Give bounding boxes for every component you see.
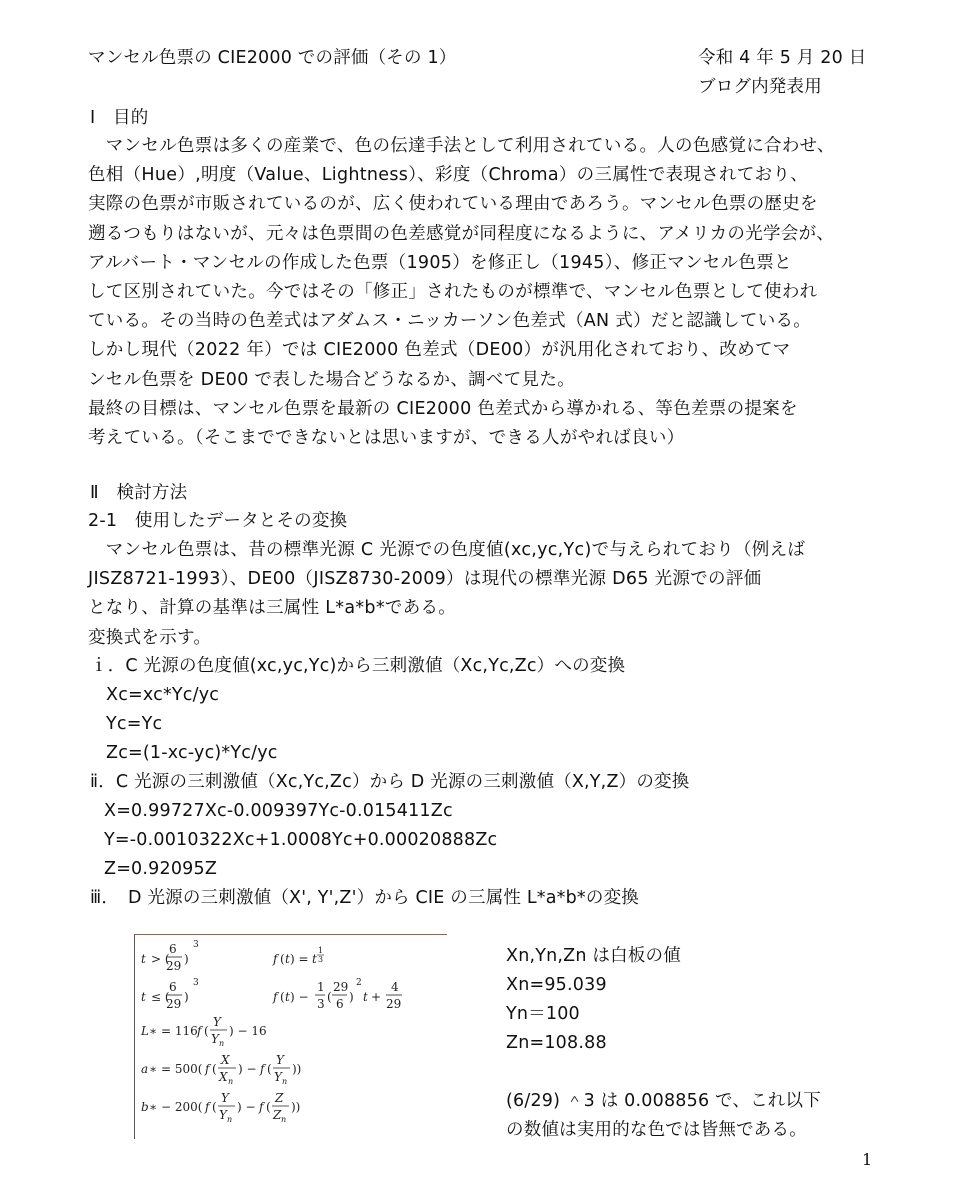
svg-text:4: 4: [391, 980, 399, 994]
body-line: ンセル色票を DE00 で表した場合どうなるか、調べて見た。: [88, 369, 575, 390]
svg-text:t: t: [141, 952, 146, 966]
step1-eq-zc: Zc=(1-xc-yc)*Yc/yc: [106, 743, 278, 763]
body-line: 色相（Hue）,明度（Value、Lightness）、彩度（Chroma）の三属性で表現されており、: [88, 165, 809, 186]
svg-text:3: 3: [193, 978, 199, 988]
body-line: JISZ8721-1993）、DE00（JISZ8730-2009）は現代の標準光源 D65 光源での評価: [88, 569, 762, 590]
threshold-note-line2: の数値は実用的な色では皆無である。: [506, 1120, 807, 1140]
lab-formula-graphic: [135, 935, 447, 1139]
svg-text:29: 29: [333, 980, 349, 994]
svg-text:b: b: [141, 1100, 149, 1114]
svg-text:f: f: [197, 1024, 202, 1038]
svg-text:t: t: [312, 952, 317, 966]
svg-text:≤ (: ≤ (: [151, 990, 170, 1004]
svg-text:6: 6: [169, 980, 177, 994]
svg-text:Y: Y: [213, 1015, 221, 1029]
svg-text:29: 29: [166, 959, 182, 973]
svg-text:) −: ) −: [237, 1100, 256, 1114]
svg-text:6: 6: [336, 997, 344, 1011]
body-line: ている。その当時の色差式はアダムス・ニッカーソン色差式（AN 式）だと認識している。: [88, 311, 812, 332]
body-line: となり、計算の基準は三属性 L*a*b*である。: [88, 598, 457, 619]
document-note: ブログ内発表用: [698, 77, 822, 97]
svg-text:n: n: [281, 1115, 287, 1124]
threshold-note-line1: (6/29) ＾3 は 0.008856 で、これ以下: [506, 1091, 821, 1111]
body-line: 遡るつもりはないが、元々は色票間の色差感覚が同程度になるように、アメリカの光学会が、: [88, 223, 835, 244]
white-point-xn: Xn=95.039: [506, 975, 607, 995]
section1-body: [88, 132, 878, 453]
svg-text:Y: Y: [274, 1070, 282, 1084]
body-line: マンセル色票は、昔の標準光源 C 光源での色度値(xc,yc,Yc)で与えられており（例えば: [88, 540, 806, 560]
white-point-yn: Yn＝100: [506, 1004, 580, 1024]
svg-text:a: a: [141, 1062, 149, 1076]
svg-text:X: X: [219, 1070, 228, 1084]
section2-heading: Ⅱ 検討方法: [90, 483, 188, 503]
svg-text:6: 6: [169, 942, 177, 956]
body-line: 最終の目標は、マンセル色票を最新の CIE2000 色差式から導かれる、等色差票の提案を: [88, 398, 798, 419]
svg-text:f: f: [260, 1062, 265, 1076]
section2-subheading: 2-1 使用したデータとその変換: [88, 511, 348, 531]
document-title: マンセル色票の CIE2000 での評価（その 1）: [88, 48, 457, 68]
svg-text:) −: ) −: [290, 990, 309, 1004]
svg-text:Y: Y: [276, 1053, 284, 1067]
body-line: 変換式を示す。: [88, 627, 212, 648]
svg-text:1: 1: [318, 946, 324, 955]
step2-eq-z: Z=0.92095Z: [104, 859, 218, 879]
svg-text:(: (: [327, 990, 332, 1004]
svg-text:29: 29: [386, 997, 402, 1011]
svg-text:f: f: [259, 1100, 264, 1114]
svg-text:): ): [349, 990, 354, 1004]
body-line: マンセル色票は多くの産業で、色の伝達手法として利用されている。人の色感覚に合わせ、: [88, 136, 835, 156]
svg-text:)): )): [292, 1062, 302, 1076]
step1-eq-yc: Yc=Yc: [106, 714, 163, 734]
svg-text:f: f: [205, 1062, 210, 1076]
lab-formula-image: [134, 934, 447, 1139]
svg-text:∗ = 116: ∗ = 116: [149, 1024, 198, 1038]
svg-text:∗ = 500(: ∗ = 500(: [149, 1062, 203, 1076]
svg-text:L: L: [141, 1024, 149, 1038]
white-point-zn: Zn=108.88: [506, 1033, 607, 1053]
svg-text:)): )): [291, 1100, 301, 1114]
svg-text:Y: Y: [211, 1032, 219, 1046]
body-line: 考えている。（そこまでできないとは思いますが、できる人がやれば良い）: [88, 428, 685, 449]
svg-text:n: n: [227, 1115, 233, 1124]
svg-text:3: 3: [193, 940, 199, 950]
svg-text:) − 16: ) − 16: [229, 1024, 267, 1038]
svg-text:t: t: [285, 990, 290, 1004]
step2-eq-x: X=0.99727Xc-0.009397Yc-0.015411Zc: [104, 801, 453, 821]
svg-text:∗ − 200(: ∗ − 200(: [149, 1100, 203, 1114]
svg-text:+: +: [371, 990, 382, 1004]
document-date: 令和 4 年 5 月 20 日: [698, 48, 867, 68]
svg-text:Y: Y: [221, 1091, 229, 1105]
body-line: 実際の色票が市販されているのが、広く使われている理由であろう。マンセル色票の歴史を: [88, 194, 818, 215]
section2-body: [88, 536, 878, 653]
svg-text:f: f: [273, 990, 278, 1004]
svg-text:t: t: [363, 990, 368, 1004]
svg-text:n: n: [228, 1077, 234, 1086]
svg-text:(: (: [204, 1024, 209, 1038]
svg-text:2: 2: [356, 978, 362, 988]
svg-text:3: 3: [318, 955, 324, 964]
svg-text:X: X: [221, 1053, 230, 1067]
step1-eq-xc: Xc=xc*Yc/yc: [106, 685, 220, 705]
svg-text:f: f: [205, 1100, 210, 1114]
svg-text:n: n: [282, 1077, 288, 1086]
body-line: アルバート・マンセルの作成した色票（1905）を修正し（1945）、修正マンセル色票と: [88, 252, 792, 273]
svg-text:(: (: [280, 952, 285, 966]
step2-eq-y: Y=-0.0010322Xc+1.0008Yc+0.00020888Zc: [104, 830, 498, 850]
svg-text:> (: > (: [151, 952, 170, 966]
svg-text:) =: ) =: [290, 952, 309, 966]
white-point-title: Xn,Yn,Zn は白板の値: [506, 946, 681, 966]
page-number: 1: [862, 1150, 873, 1169]
svg-text:t: t: [141, 990, 146, 1004]
svg-text:): ): [184, 952, 189, 966]
svg-text:(: (: [267, 1062, 272, 1076]
svg-text:t: t: [285, 952, 290, 966]
svg-text:) −: ) −: [238, 1062, 257, 1076]
svg-text:3: 3: [317, 997, 325, 1011]
svg-text:29: 29: [166, 997, 182, 1011]
svg-text:(: (: [266, 1100, 271, 1114]
step1-title: ｉ．C 光源の色度値(xc,yc,Yc)から三刺激値（Xc,Yc,Zc）への変換: [90, 656, 626, 676]
svg-text:1: 1: [317, 980, 325, 994]
svg-text:(: (: [280, 990, 285, 1004]
svg-text:Y: Y: [219, 1108, 227, 1122]
svg-text:Z: Z: [273, 1108, 282, 1122]
svg-text:f: f: [273, 952, 278, 966]
body-line: して区別されていた。今ではその「修正」されたものが標準で、マンセル色票として使われ: [88, 282, 818, 303]
step3-title: ⅲ． D 光源の三刺激値（X', Y',Z'）から CIE の三属性 L*a*b*の変換: [90, 888, 639, 908]
step2-title: ⅱ．C 光源の三刺激値（Xc,Yc,Zc）から D 光源の三刺激値（X,Y,Z）の変換: [90, 772, 690, 792]
svg-text:n: n: [219, 1039, 225, 1048]
svg-text:Z: Z: [275, 1091, 284, 1105]
svg-text:(: (: [212, 1100, 217, 1114]
svg-text:): ): [184, 990, 189, 1004]
svg-text:(: (: [212, 1062, 217, 1076]
body-line: しかし現代（2022 年）では CIE2000 色差式（DE00）が汎用化されており、改めてマ: [88, 340, 791, 361]
section1-heading: Ⅰ 目的: [90, 108, 149, 128]
